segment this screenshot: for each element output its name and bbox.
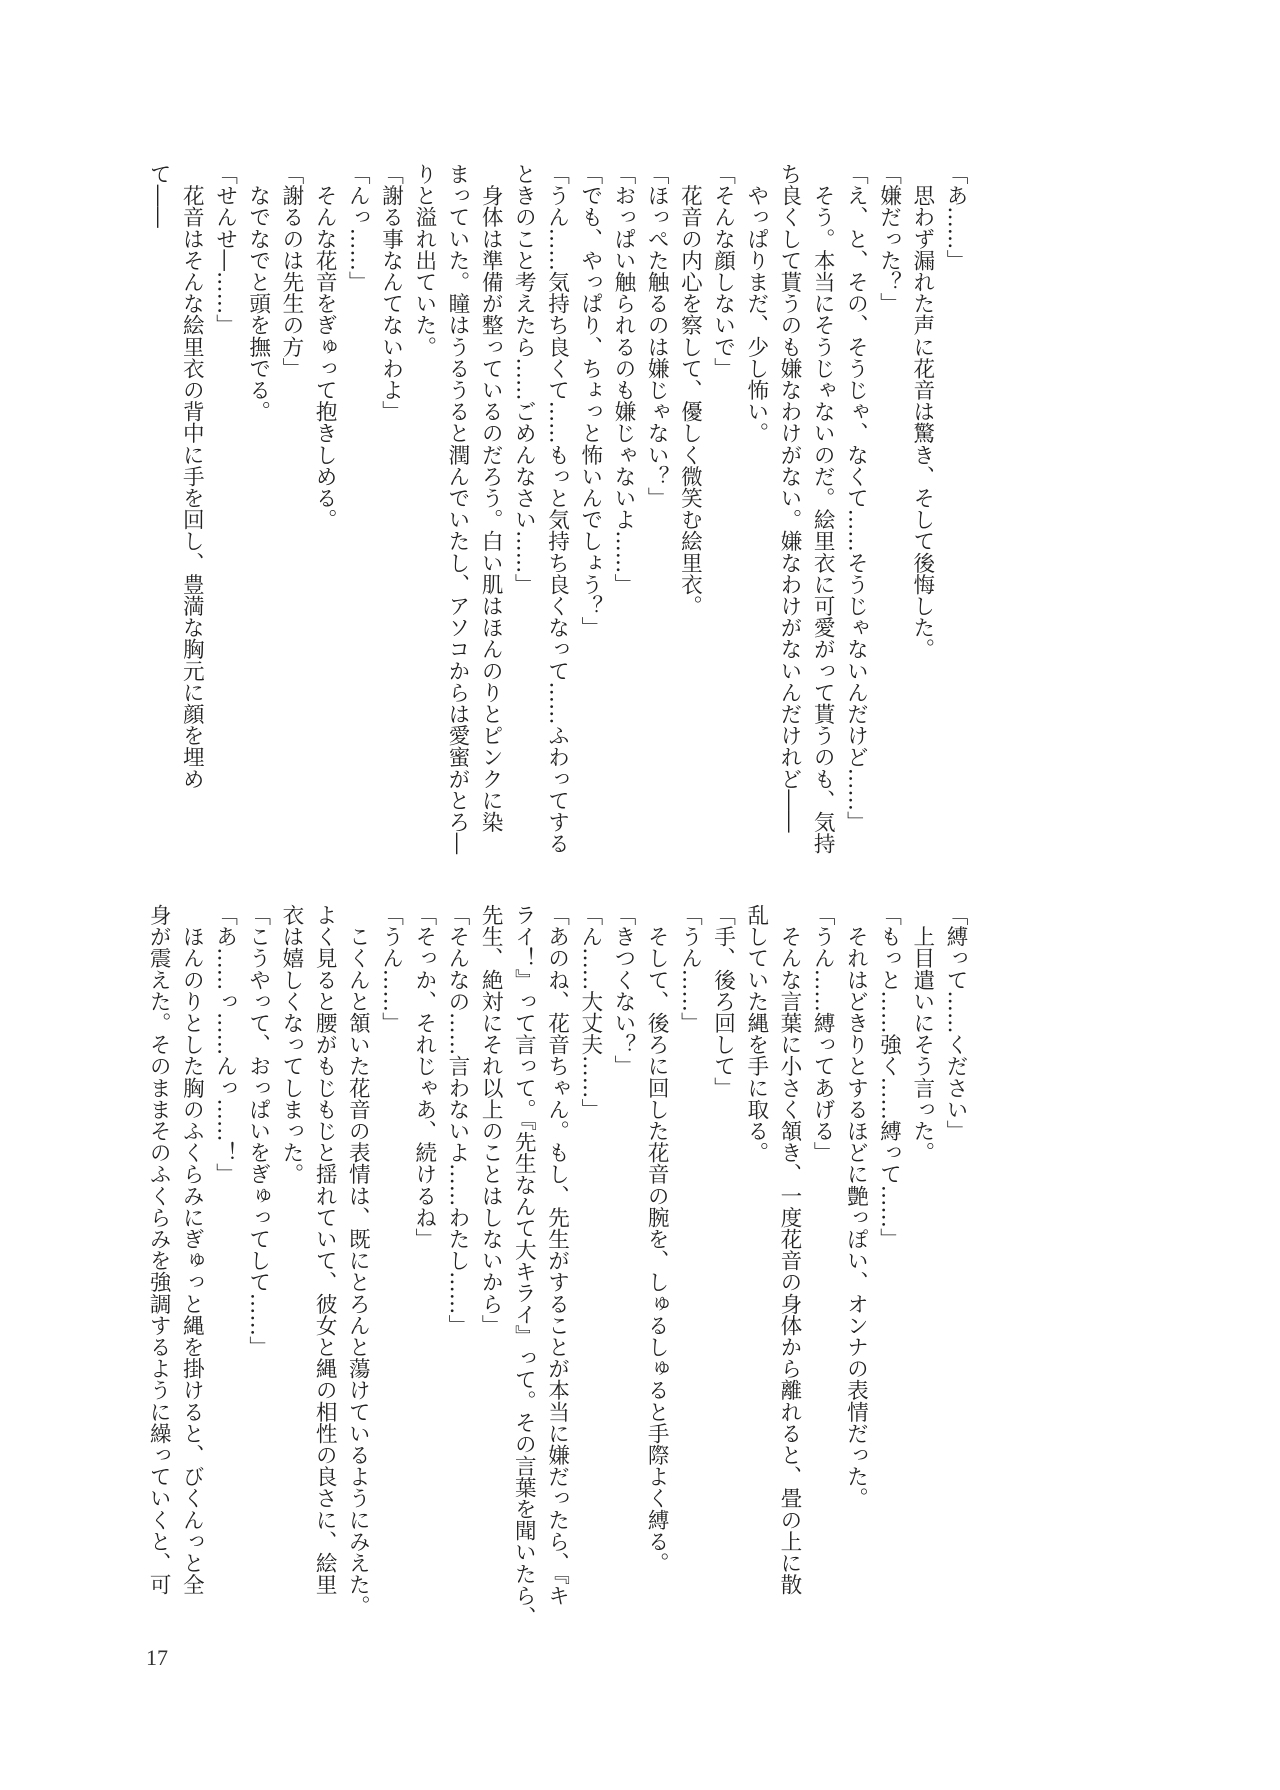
text-line: 「縛って……ください」: [943, 904, 968, 1142]
text-line: 花音の内心を察して、優しく微笑む絵里衣。: [677, 163, 703, 617]
text-line: 花音はそんな絵里衣の背中に手を回し、豊満な胸元に顔を埋め: [179, 163, 205, 790]
text-block-bottom: [142, 904, 972, 1628]
text-line: なでなでと頭を撫でる。: [245, 163, 271, 423]
text-line: 「あのね、花音ちゃん。もし、先生がすることが本当に嫌だったら、『キ: [544, 904, 570, 1606]
text-line: まっていた。瞳はうるうると潤んでいたし、アソコからは愛蜜がとろ―: [444, 163, 470, 855]
page-number: 17: [146, 1645, 168, 1670]
text-line: て――: [146, 163, 172, 228]
text-line: 「あ……」: [943, 163, 968, 271]
text-line: ち良くして貰うのも嫌なわけがない。嫌なわけがないんだけれど――: [776, 163, 802, 833]
text-line: それはどきりとするほどに艶っぽい、オンナの表情だった。: [843, 904, 869, 1509]
text-line: 「こうやって、おっぱいをぎゅってして……」: [245, 904, 271, 1358]
text-line: こくんと頷いた花音の表情は、既にとろんと蕩けているようにみえた。: [345, 904, 371, 1617]
text-line: 身体は準備が整っているのだろう。白い肌はほんのりとピンクに染: [478, 163, 504, 833]
text-line: 身が震えた。そのままそのふくらみを強調するように繰っていくと、可: [146, 904, 172, 1596]
text-line: 「うん……縛ってあげる」: [810, 904, 836, 1164]
text-line: 「きつくない？」: [610, 904, 636, 1077]
text-line: 「手、後ろ回して」: [710, 904, 736, 1099]
text-line: 「おっぱい触られるのも嫌じゃないよ……」: [610, 163, 636, 595]
text-line: ときのこと考えたら……ごめんなさい……」: [511, 163, 537, 595]
text-line: 思わず漏れた声に花音は驚き、そして後悔した。: [909, 163, 935, 660]
text-line: ほんのりとした胸のふくらみにぎゅっと縄を掛けると、びくんっと全: [179, 904, 205, 1596]
text-block-top: [142, 163, 972, 863]
text-line: よく見ると腰がもじもじと揺れていて、彼女と縄の相性の良さに、絵里: [312, 904, 338, 1596]
text-line: 先生、絶対にそれ以上のことはしないから」: [478, 904, 504, 1336]
text-line: 「そんなの……言わないよ……わたし……」: [444, 904, 470, 1336]
text-line: 「もっと……強く……縛って……」: [876, 904, 902, 1250]
text-line: ライ！』って言って。『先生なんて大キライ』って。その言葉を聞いたら、: [511, 904, 537, 1628]
text-line: そう。本当にそうじゃないのだ。絵里衣に可愛がって貰うのも、気持: [810, 163, 836, 855]
text-line: りと溢れ出ていた。: [411, 163, 437, 358]
text-line: 「そんな顔しないで」: [710, 163, 736, 379]
text-line: そんな言葉に小さく頷き、一度花音の身体から離れると、畳の上に散: [776, 904, 802, 1596]
text-line: 上目遣いにそう言った。: [909, 904, 935, 1164]
text-line: 「でも、やっぱり、ちょっと怖いんでしょう？」: [577, 163, 603, 639]
text-line: 「嫌だった？」: [876, 163, 902, 315]
text-line: 「うん……気持ち良くて……もっと気持ち良くなって……ふわってする: [544, 163, 570, 855]
text-line: 「あ……っ……んっ……！」: [212, 904, 238, 1185]
text-line: やっぱりまだ、少し怖い。: [743, 163, 769, 444]
text-line: 「ん……大丈夫……」: [577, 904, 603, 1120]
text-line: 「ほっぺた触るのは嫌じゃない？」: [644, 163, 670, 509]
text-line: 「え、と、その、そうじゃ、なくて……そうじゃないんだけど……」: [843, 163, 869, 833]
text-line: そんな花音をぎゅって抱きしめる。: [312, 163, 338, 531]
text-line: 「謝るのは先生の方」: [278, 163, 304, 379]
text-line: そして、後ろに回した花音の腕を、しゅるしゅると手際よく縛る。: [644, 904, 670, 1574]
text-line: 「謝る事なんてないわよ」: [378, 163, 404, 423]
text-line: 「そっか、それじゃあ、続けるね」: [411, 904, 437, 1250]
text-line: 「んっ……」: [345, 163, 371, 293]
text-line: 「うん……」: [677, 904, 703, 1034]
text-line: 乱していた縄を手に取る。: [743, 904, 769, 1164]
text-line: 衣は嬉しくなってしまった。: [278, 904, 304, 1185]
text-line: 「せんせ―……」: [212, 163, 238, 336]
text-line: 「うん……」: [378, 904, 404, 1034]
